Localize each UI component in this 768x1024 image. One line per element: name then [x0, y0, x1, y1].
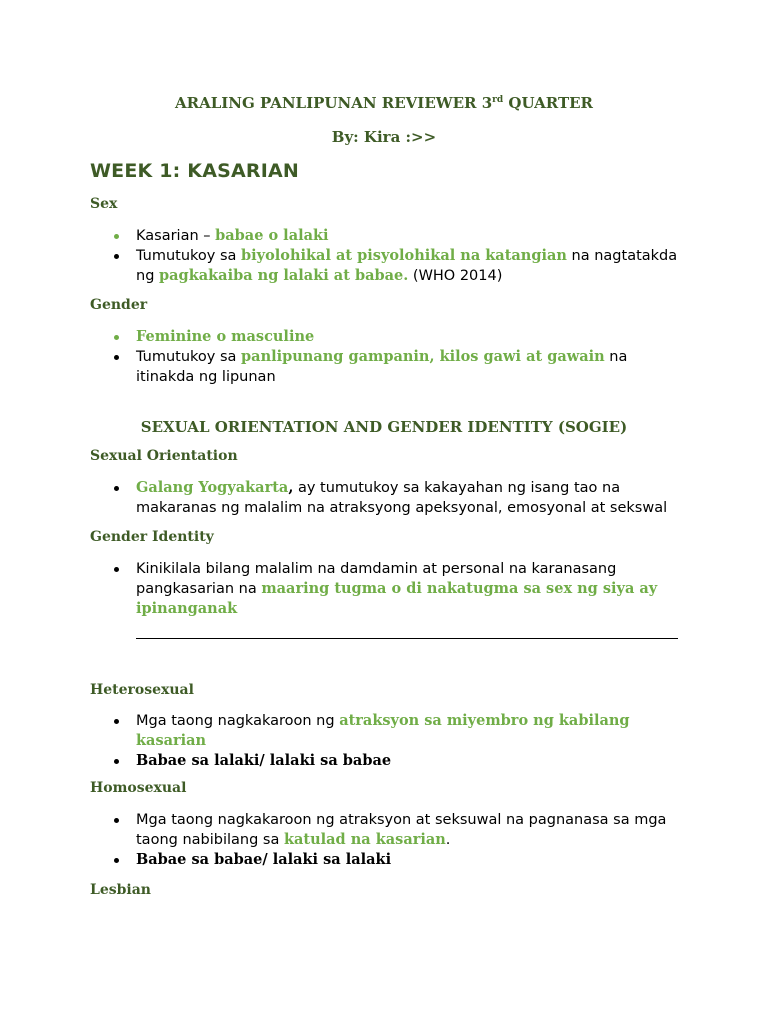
list-item	[90, 246, 690, 286]
bullet-icon	[114, 719, 119, 724]
heterosexual-list	[90, 711, 690, 771]
highlight-text: ipinanganak	[136, 600, 238, 617]
homosexual-list	[90, 810, 690, 870]
document-title	[0, 94, 768, 112]
highlight-text: biyolohikal at pisyolohikal na katangian	[241, 247, 567, 264]
list-item	[90, 226, 690, 246]
gender-list	[90, 327, 690, 387]
week-1-heading: WEEK 1: KASARIAN	[90, 160, 300, 182]
highlight-text: pagkakaiba ng lalaki at babae.	[159, 267, 409, 284]
bullet-icon	[114, 567, 119, 572]
item-text: .	[445, 832, 451, 848]
item-text: na	[604, 349, 628, 365]
list-item	[90, 810, 690, 850]
highlight-text: kasarian	[136, 732, 207, 749]
item-text: makaranas ng malalim na atraksyong apeksyonal, emosyonal at sekswal	[136, 500, 668, 516]
item-text: (WHO 2014)	[408, 268, 503, 284]
item-text: ,	[288, 479, 294, 496]
highlight-text: katulad na kasarian	[283, 831, 446, 848]
title-superscript: rd	[492, 95, 504, 105]
horizontal-rule	[136, 638, 678, 639]
sexual-orientation-heading: Sexual Orientation	[90, 448, 238, 464]
bullet-icon	[114, 335, 119, 340]
item-text: Mga taong nagkakaroon ng	[136, 713, 340, 729]
highlight-text: babae o lalaki	[215, 227, 329, 244]
heterosexual-heading: Heterosexual	[90, 682, 194, 698]
bullet-icon	[114, 355, 119, 360]
item-text: na nagtatakda	[566, 248, 678, 264]
list-item	[90, 559, 690, 619]
gender-identity-heading: Gender Identity	[90, 529, 214, 545]
gender-identity-list	[90, 559, 690, 619]
list-item	[90, 850, 690, 870]
highlight-text: maaring tugma o di nakatugma sa sex ng siya ay	[261, 580, 658, 597]
bullet-icon	[114, 858, 119, 863]
lesbian-heading: Lesbian	[90, 882, 151, 898]
highlight-text: Galang Yogyakarta	[136, 479, 289, 496]
list-item	[90, 478, 690, 518]
item-text: Babae sa babae/ lalaki sa lalaki	[136, 851, 392, 868]
highlight-text: Feminine o masculine	[136, 328, 315, 345]
sex-heading: Sex	[90, 196, 118, 212]
highlight-text: atraksyon sa miyembro ng kabilang	[339, 712, 630, 729]
bullet-icon	[114, 234, 119, 239]
sex-list	[90, 226, 690, 286]
item-text: pangkasarian na	[136, 581, 262, 597]
item-text: Kinikilala bilang malalim na damdamin at personal na karanasang	[136, 561, 617, 577]
bullet-icon	[114, 486, 119, 491]
bullet-icon	[114, 818, 119, 823]
list-item	[90, 347, 690, 387]
title-text: ARALING PANLIPUNAN REVIEWER 3	[174, 94, 493, 112]
item-text: Kasarian –	[136, 228, 216, 244]
item-text: taong nabibilang sa	[136, 832, 284, 848]
sogie-heading: SEXUAL ORIENTATION AND GENDER IDENTITY (SOGIE)	[140, 418, 628, 436]
list-item	[90, 711, 690, 751]
author-line: By: Kira :>>	[331, 128, 437, 146]
bullet-icon	[114, 759, 119, 764]
title-tail: QUARTER	[503, 94, 594, 112]
item-text: Tumutukoy sa	[136, 248, 242, 264]
list-item	[90, 327, 690, 347]
homosexual-heading: Homosexual	[90, 780, 187, 796]
item-text: ng	[136, 268, 160, 284]
list-item	[90, 751, 690, 771]
item-text: Mga taong nagkakaroon ng atraksyon at seksuwal na pagnanasa sa mga	[136, 812, 667, 828]
highlight-text: panlipunang gampanin, kilos gawi at gawain	[241, 348, 605, 365]
item-text: ay tumutukoy sa kakayahan ng isang tao na	[293, 480, 621, 496]
sexual-orientation-list	[90, 478, 690, 518]
item-text: Babae sa lalaki/ lalaki sa babae	[136, 752, 392, 769]
bullet-icon	[114, 254, 119, 259]
gender-heading: Gender	[90, 297, 148, 313]
item-text: itinakda ng lipunan	[136, 369, 276, 385]
item-text: Tumutukoy sa	[136, 349, 242, 365]
